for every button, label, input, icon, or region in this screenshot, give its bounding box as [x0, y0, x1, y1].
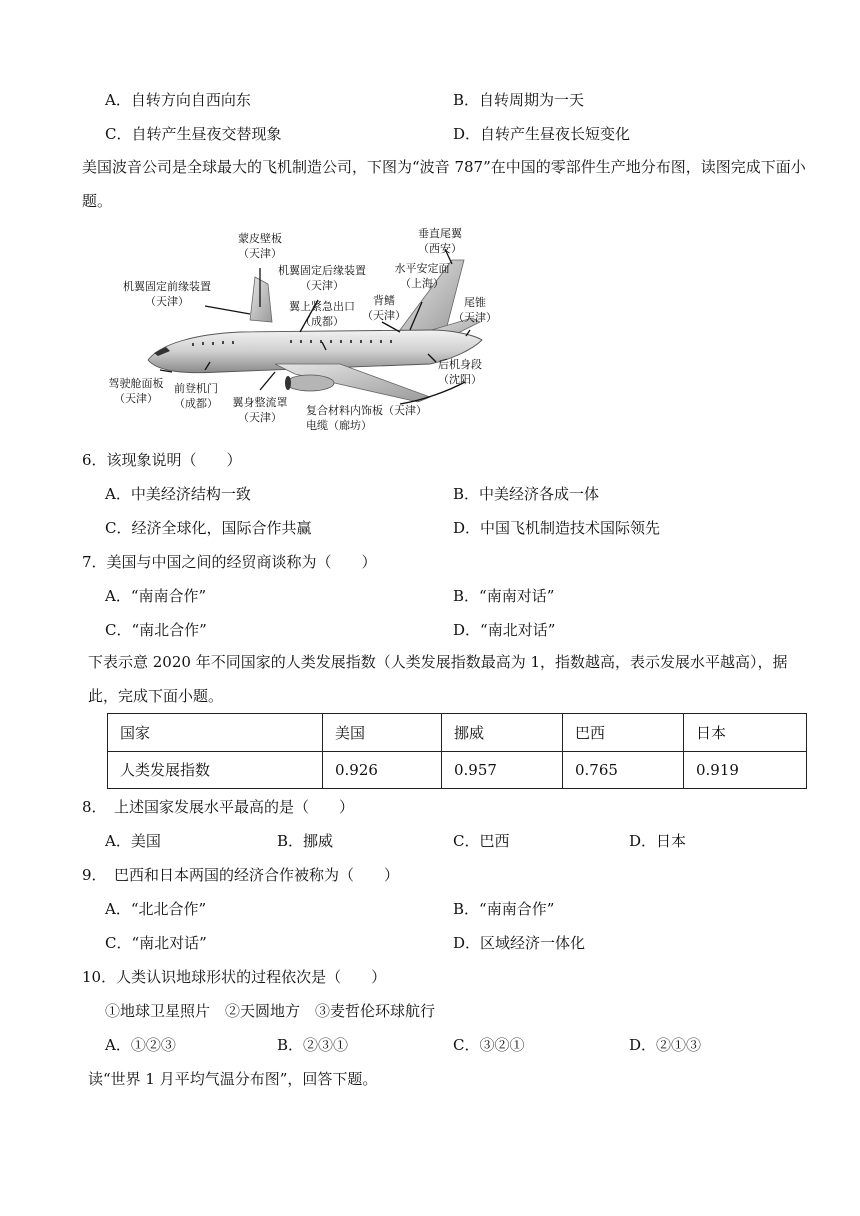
label-cable: 电缆（廊坊） — [306, 419, 372, 432]
label-horizontal-stab-loc: （上海） — [400, 277, 444, 290]
q6-option-a: A．中美经济结构一致 — [105, 485, 251, 503]
climate-map-intro: 读“世界 1 月平均气温分布图”，回答下题。 — [88, 1070, 378, 1088]
q10-stem: 10．人类认识地球形状的过程依次是（ ） — [82, 968, 387, 986]
hdi-intro: 下表示意 2020 年不同国家的人类发展指数（人类发展指数最高为 1，指数越高，表示发展水平越高），据此，完成下面小题。 — [88, 653, 788, 705]
q8-stem: 8． 上述国家发展水平最高的是（ ） — [82, 798, 355, 816]
label-rear-fuselage-loc: （沈阳） — [438, 373, 482, 386]
q7-option-b: B．“南南对话” — [453, 587, 555, 605]
q6-option-c: C．经济全球化，国际合作共赢 — [105, 519, 312, 537]
label-vertical-tail: 垂直尾翼 — [418, 227, 462, 240]
q9-option-a: A．“北北合作” — [105, 900, 207, 918]
label-fairing: 翼身整流罩 — [232, 396, 288, 409]
table-header-row — [108, 714, 807, 752]
q6-option-b: B．中美经济各成一体 — [453, 485, 600, 503]
q9-option-d: D．区域经济一体化 — [453, 934, 586, 952]
label-skin: 蒙皮壁板 — [238, 232, 282, 245]
upper-wing-shape — [250, 277, 272, 322]
q8-option-a: A．美国 — [105, 832, 161, 850]
label-front-door: 前登机门 — [174, 382, 218, 395]
table-cell: 0.919 — [684, 751, 807, 789]
hdi-table — [107, 713, 807, 789]
label-vertical-tail-loc: （西安） — [418, 242, 462, 255]
q6-stem: 6．该现象说明（ ） — [82, 451, 242, 469]
label-emergency-exit: 翼上紧急出口 — [289, 300, 355, 313]
q5-option-a: A．自转方向自西向东 — [105, 91, 251, 109]
q5-option-c: C．自转产生昼夜交替现象 — [105, 125, 282, 143]
label-dorsal-fin: 背鳍 — [373, 294, 395, 307]
label-leading-edge-loc: （天津） — [145, 295, 189, 308]
q10-option-c: C．③②① — [453, 1036, 525, 1054]
label-trailing-edge: 机翼固定后缘装置 — [278, 264, 366, 277]
table-cell: 挪威 — [442, 714, 563, 752]
q10-items: ①地球卫星照片 ②天圆地方 ③麦哲伦环球航行 — [105, 1002, 436, 1020]
label-emergency-exit-loc: （成都） — [300, 315, 344, 328]
q9-option-b: B．“南南合作” — [453, 900, 555, 918]
table-cell: 人类发展指数 — [108, 751, 323, 789]
label-tail-cone-loc: （天津） — [453, 311, 497, 324]
label-horizontal-stab: 水平安定面 — [394, 262, 450, 275]
q9-stem: 9． 巴西和日本两国的经济合作被称为（ ） — [82, 866, 400, 884]
table-cell: 国家 — [108, 714, 323, 752]
boeing-intro: 美国波音公司是全球最大的飞机制造公司，下图为“波音 787”在中国的零部件生产地分布图，读图完成下面小题。 — [82, 158, 806, 210]
table-cell: 美国 — [323, 714, 442, 752]
q10-option-d: D．②①③ — [629, 1036, 702, 1054]
label-leading-edge: 机翼固定前缘装置 — [123, 280, 211, 293]
label-front-door-loc: （成都） — [174, 397, 218, 410]
q5-option-b: B．自转周期为一天 — [453, 91, 585, 109]
label-trailing-edge-loc: （天津） — [300, 279, 344, 292]
q7-option-c: C．“南北合作” — [105, 621, 207, 639]
label-rear-fuselage: 后机身段 — [438, 358, 482, 371]
q6-option-d: D．中国飞机制造技术国际领先 — [453, 519, 661, 537]
q8-option-c: C．巴西 — [453, 832, 510, 850]
label-skin-loc: （天津） — [238, 247, 282, 260]
label-dorsal-fin-loc: （天津） — [362, 309, 406, 322]
label-cockpit-panel: 驾驶舱面板 — [108, 377, 164, 390]
label-fairing-loc: （天津） — [238, 411, 282, 424]
table-cell: 0.926 — [323, 751, 442, 789]
table-row — [108, 751, 807, 789]
q10-option-a: A．①②③ — [105, 1036, 176, 1054]
table-cell: 0.765 — [563, 751, 684, 789]
q7-option-a: A．“南南合作” — [105, 587, 207, 605]
label-tail-cone: 尾锥 — [464, 296, 486, 309]
q7-option-d: D．“南北对话” — [453, 621, 556, 639]
q8-option-b: B．挪威 — [277, 832, 334, 850]
q5-option-d: D．自转产生昼夜长短变化 — [453, 125, 631, 143]
q10-option-b: B．②③① — [277, 1036, 349, 1054]
table-cell: 巴西 — [563, 714, 684, 752]
q7-stem: 7．美国与中国之间的经贸商谈称为（ ） — [82, 553, 377, 571]
q9-option-c: C．“南北对话” — [105, 934, 207, 952]
label-interior: 复合材料内饰板（天津） — [306, 404, 427, 417]
table-cell: 日本 — [684, 714, 807, 752]
q8-option-d: D．日本 — [629, 832, 687, 850]
table-cell: 0.957 — [442, 751, 563, 789]
engine-shape — [286, 375, 334, 391]
label-cockpit-panel-loc: （天津） — [114, 392, 158, 405]
boeing-parts-diagram — [100, 222, 510, 442]
